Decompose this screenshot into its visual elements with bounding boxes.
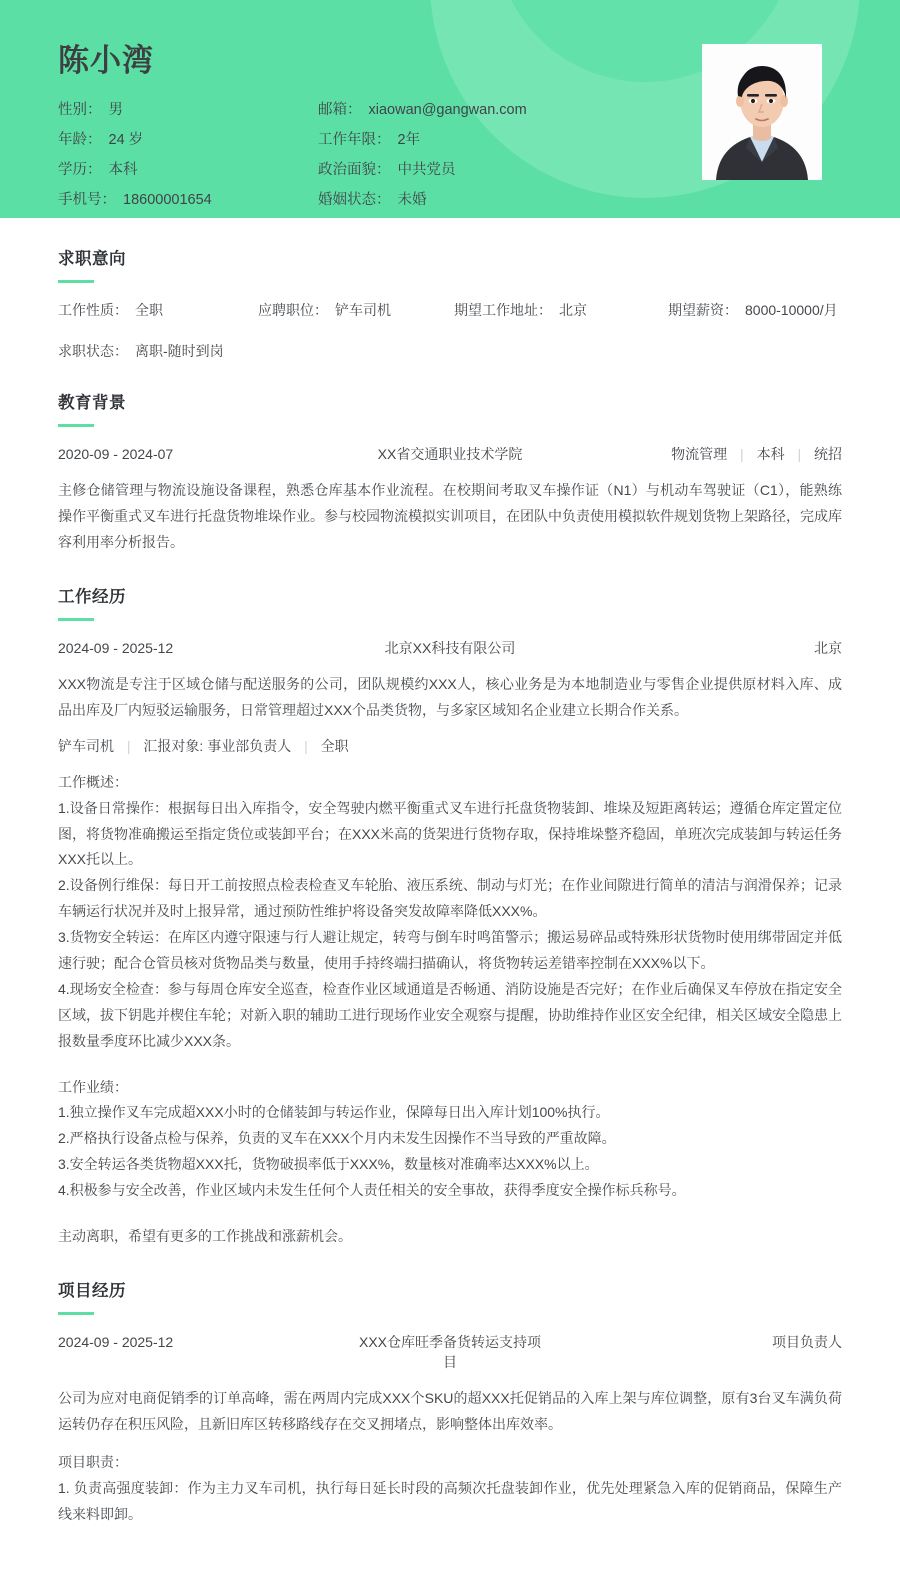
section-title: 项目经历 bbox=[58, 1281, 126, 1300]
job-intent-nature bbox=[58, 300, 258, 321]
work-overview-item: 2.设备例行维保：每日开工前按照点检表检查叉车轮胎、液压系统、制动与灯光；在作业间隙进行简单的清洁与润滑保养；记录车辆运行状况并及时上报异常，通过预防性维护将设备突发故障率降低XXX%。 bbox=[58, 877, 842, 920]
work-company-intro: XXX物流是专注于区域仓储与配送服务的公司，团队规模约XXX人，核心业务是为本地制造业与零售企业提供原材料入库、成品出库及厂内短驳运输服务，日常管理超过XXX个品类货物，与多家区域知名企业建立长期合作关系。 bbox=[58, 675, 842, 718]
section-education bbox=[58, 362, 842, 556]
meta-age-label: 年龄： bbox=[58, 131, 102, 148]
work-company-name: 北京XX科技有限公司 bbox=[384, 639, 516, 656]
job-intent-nature-value: 全职 bbox=[135, 302, 163, 319]
project-date-range: 2024-09 - 2025-12 bbox=[58, 1333, 174, 1350]
work-location: 北京 bbox=[814, 639, 842, 656]
project-entry-head bbox=[58, 1332, 842, 1372]
job-intent-position-value: 铲车司机 bbox=[335, 302, 391, 319]
job-intent-status-value: 离职-随时到岗 bbox=[135, 343, 224, 360]
work-achievement-item: 4.积极参与安全改善，作业区域内未发生任何个人责任相关的安全事故，获得季度安全操作标兵称号。 bbox=[58, 1182, 686, 1199]
meta-marital-status bbox=[318, 188, 427, 209]
education-tag-degree: 本科 bbox=[756, 446, 785, 463]
project-background: 公司为应对电商促销季的订单高峰，需在两周内完成XXX个SKU的超XXX托促销品的入库上架与库位调整，原有3台叉车满负荷运转仍存在积压风险，且新旧库区转移路线存在交叉拥堵点，影响整体出库效率。 bbox=[58, 1389, 842, 1432]
meta-row bbox=[58, 153, 758, 183]
work-overview-item: 3.货物安全转运：在库区内遵守限速与行人避让规定，转弯与倒车时鸣笛警示；搬运易碎品或特殊形状货物时使用绑带固定并低速行驶；配合仓管员核对货物品类与数量，使用手持终端扫描确认，将货物转运差错率控制在XXX%以下。 bbox=[58, 929, 842, 971]
meta-education bbox=[58, 158, 318, 179]
project-duty-title: 项目职责： bbox=[58, 1453, 128, 1470]
meta-gender bbox=[58, 98, 318, 119]
job-intent-row-2 bbox=[58, 341, 842, 362]
resume-header bbox=[0, 0, 900, 218]
meta-row bbox=[58, 183, 758, 213]
meta-email-label: 邮箱： bbox=[318, 101, 362, 118]
spacer bbox=[58, 1065, 842, 1075]
job-intent-nature-label: 工作性质： bbox=[58, 302, 128, 319]
meta-phone bbox=[58, 188, 318, 209]
meta-email bbox=[318, 98, 527, 119]
work-achievement-item: 2.严格执行设备点检与保养，负责的叉车在XXX个月内未发生因操作不当导致的严重故障。 bbox=[58, 1130, 616, 1147]
work-overview-title: 工作概述： bbox=[58, 773, 128, 790]
meta-work-years-value: 2年 bbox=[397, 131, 421, 148]
candidate-meta-grid bbox=[58, 93, 758, 213]
education-date-range: 2020-09 - 2024-07 bbox=[58, 446, 174, 463]
job-intent-row-1 bbox=[58, 300, 842, 321]
meta-political-status-label: 政治面貌： bbox=[318, 161, 391, 178]
project-duty-item: 1. 负责高强度装卸：作为主力叉车司机，执行每日延长时段的高频次托盘装卸作业，优先处理紧急入库的促销商品，保障生产线来料即卸。 bbox=[58, 1479, 842, 1522]
job-intent-location bbox=[454, 300, 668, 321]
education-tags bbox=[542, 444, 842, 464]
meta-phone-label: 手机号： bbox=[58, 191, 116, 208]
project-name: XXX仓库旺季备货转运支持项目 bbox=[358, 1333, 541, 1370]
job-intent-position-label: 应聘职位： bbox=[258, 302, 328, 319]
meta-age bbox=[58, 128, 318, 149]
tag-separator-icon: | bbox=[797, 446, 802, 463]
work-date-range: 2024-09 - 2025-12 bbox=[58, 639, 174, 656]
meta-row bbox=[58, 93, 758, 123]
job-intent-location-value: 北京 bbox=[559, 302, 587, 319]
work-report-to: 汇报对象: 事业部负责人 bbox=[143, 737, 292, 754]
meta-work-years-label: 工作年限： bbox=[318, 131, 391, 148]
section-title: 工作经历 bbox=[58, 587, 126, 606]
meta-row bbox=[58, 123, 758, 153]
work-employment-type: 全职 bbox=[320, 737, 349, 754]
section-job-intent bbox=[58, 218, 842, 362]
education-tag-admission: 统招 bbox=[814, 446, 842, 463]
education-tag-major: 物流管理 bbox=[671, 446, 728, 463]
tag-separator-icon: | bbox=[740, 446, 744, 463]
job-intent-status-label: 求职状态： bbox=[58, 343, 128, 360]
meta-political-status bbox=[318, 158, 456, 179]
work-achievements-title: 工作业绩： bbox=[58, 1078, 128, 1095]
section-accent-rule bbox=[58, 618, 94, 621]
education-entry-head bbox=[58, 444, 842, 464]
education-school-name: XX省交通职业技术学院 bbox=[377, 446, 523, 463]
project-role: 项目负责人 bbox=[772, 1333, 842, 1350]
meta-marital-status-label: 婚姻状态： bbox=[318, 191, 391, 208]
meta-education-label: 学历： bbox=[58, 161, 102, 178]
resume-body bbox=[0, 218, 900, 1577]
avatar-portrait-icon bbox=[702, 44, 822, 180]
meta-email-value: xiaowan@gangwan.com bbox=[368, 101, 527, 118]
education-description: 主修仓储管理与物流设施设备课程，熟悉仓库基本作业流程。在校期间考取叉车操作证（N1）与机动车驾驶证（C1），能熟练操作平衡重式叉车进行托盘货物堆垛作业。参与校园物流模拟实训项目，在团队中负责使用模拟软件规划货物上架路径，完成库容利用率分析报告。 bbox=[58, 482, 842, 550]
work-role-tags bbox=[58, 736, 842, 756]
tag-separator-icon: | bbox=[304, 737, 308, 754]
spacer bbox=[58, 1214, 842, 1224]
section-title: 求职意向 bbox=[58, 250, 126, 268]
job-intent-salary bbox=[668, 300, 842, 321]
candidate-name: 陈小湾 bbox=[58, 43, 154, 78]
section-accent-rule bbox=[58, 424, 94, 427]
section-project-experience bbox=[58, 1250, 842, 1528]
work-achievement-item: 3.安全转运各类货物超XXX托，货物破损率低于XXX%，数量核对准确率达XXX%以上。 bbox=[58, 1156, 599, 1173]
job-intent-salary-label: 期望薪资： bbox=[668, 302, 738, 319]
section-title: 教育背景 bbox=[58, 394, 126, 413]
work-overview-item: 1.设备日常操作：根据每日出入库指令，安全驾驶内燃平衡重式叉车进行托盘货物装卸、堆垛及短距离转运；遵循仓库定置定位图，将货物准确搬运至指定货位或装卸平台；在XXX米高的货架进行货物存取，保持堆垛整齐稳固，单班次完成装卸与转运任务XXX托以上。 bbox=[58, 799, 843, 868]
job-intent-status bbox=[58, 341, 258, 362]
meta-political-status-value: 中共党员 bbox=[397, 161, 456, 178]
job-intent-salary-value: 8000-10000/月 bbox=[745, 302, 838, 319]
meta-gender-label: 性别： bbox=[58, 101, 102, 118]
section-accent-rule bbox=[58, 1312, 94, 1315]
meta-phone-value: 18600001654 bbox=[123, 191, 212, 208]
work-achievement-item: 1.独立操作叉车完成超XXX小时的仓储装卸与转运作业，保障每日出入库计划100%执行。 bbox=[58, 1104, 610, 1121]
tag-separator-icon: | bbox=[126, 737, 131, 754]
meta-gender-value: 男 bbox=[108, 101, 123, 118]
work-role-title: 铲车司机 bbox=[58, 737, 114, 754]
work-leaving-reason: 主动离职，希望有更多的工作挑战和涨薪机会。 bbox=[58, 1227, 352, 1244]
section-accent-rule bbox=[58, 280, 94, 283]
avatar bbox=[702, 44, 822, 180]
job-intent-location-label: 期望工作地址： bbox=[454, 302, 552, 319]
meta-work-years bbox=[318, 128, 420, 149]
meta-education-value: 本科 bbox=[108, 161, 138, 178]
meta-age-value: 24 岁 bbox=[108, 131, 144, 148]
section-work-experience bbox=[58, 556, 842, 1250]
job-intent-position bbox=[258, 300, 454, 321]
work-overview-item: 4.现场安全检查：参与每周仓库安全巡查，检查作业区域通道是否畅通、消防设施是否完好；在作业后确保叉车停放在指定安全区域，拔下钥匙并楔住车轮；对新入职的辅助工进行现场作业安全观察与提醒，协助维持作业区安全纪律，相关区域安全隐患上报数量季度环比减少XXX条。 bbox=[58, 980, 842, 1049]
work-entry-head bbox=[58, 638, 842, 658]
meta-marital-status-value: 未婚 bbox=[397, 191, 427, 208]
